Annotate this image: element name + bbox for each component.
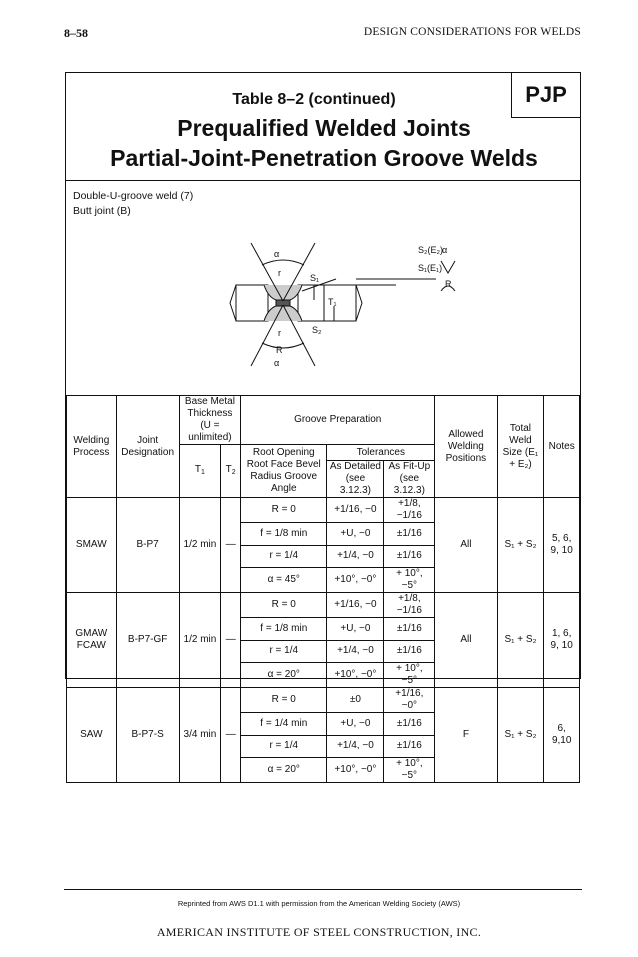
- process-cell: GMAW FCAW: [67, 593, 117, 688]
- t2-cell: —: [221, 593, 241, 688]
- t1-cell: 1/2 min: [179, 498, 221, 593]
- footer-rule: [64, 889, 582, 890]
- running-head: DESIGN CONSIDERATIONS FOR WELDS: [363, 26, 581, 38]
- dim-cell: α = 20°: [241, 758, 327, 783]
- header-base-metal: Base Metal Thickness (U = unlimited): [179, 396, 241, 445]
- detailed-cell: +U, −0: [327, 713, 384, 736]
- header-joint-designation: Joint Designation: [116, 396, 179, 498]
- header-tolerances: Tolerances: [327, 445, 435, 461]
- fitup-cell: ±1/16: [384, 618, 435, 641]
- header-t2: $T_2$: [221, 445, 241, 498]
- dim-cell: r = 1/4: [241, 735, 327, 758]
- detailed-cell: +1/16, −0: [327, 593, 384, 618]
- weld-size-cell: S₁ + S₂: [497, 688, 544, 783]
- detailed-cell: +1/4, −0: [327, 545, 384, 568]
- fitup-cell: +1/8, −1/16: [384, 593, 435, 618]
- header-as-fitup: As Fit-Up (see 3.12.3): [384, 461, 435, 498]
- s1e1-label: S₁(E₁): [418, 263, 443, 273]
- table-title-line2: Partial-Joint-Penetration Groove Welds: [110, 145, 538, 171]
- weld-size-cell: S₁ + S₂: [497, 498, 544, 593]
- page-number: 8–58: [64, 26, 88, 40]
- detailed-cell: +1/4, −0: [327, 735, 384, 758]
- t1-label: T₁: [328, 297, 337, 307]
- process-cell: SMAW: [67, 498, 117, 593]
- r-label-bottom: r: [278, 328, 281, 338]
- header-welding-process: Welding Process: [67, 396, 117, 498]
- title-rule: [66, 180, 580, 181]
- pjp-badge: PJP: [511, 72, 581, 118]
- designation-cell: B-P7-GF: [116, 593, 179, 688]
- notes-cell: 5, 6, 9, 10: [544, 498, 580, 593]
- table-title-line1: Prequalified Welded Joints: [177, 115, 471, 141]
- dim-cell: r = 1/4: [241, 640, 327, 663]
- positions-cell: All: [435, 498, 497, 593]
- dim-cell: r = 1/4: [241, 545, 327, 568]
- fitup-cell: +1/8, −1/16: [384, 498, 435, 523]
- fitup-cell: + 10°, −5°: [384, 663, 435, 688]
- detailed-cell: +10°, −0°: [327, 663, 384, 688]
- t2-cell: —: [221, 498, 241, 593]
- header-root-opening: Root Opening Root Face Bevel Radius Groove Angle: [241, 445, 327, 498]
- bottom-alpha-arc: [262, 343, 304, 348]
- header-as-detailed: As Detailed (see 3.12.3): [327, 461, 384, 498]
- top-u-groove: [264, 285, 302, 300]
- table-row: [67, 498, 580, 523]
- left-plate: [236, 285, 268, 321]
- alpha-label-top: α: [274, 249, 280, 259]
- fitup-cell: + 10°, −5°: [384, 568, 435, 593]
- joint-description: [73, 189, 193, 219]
- designation-cell: B-P7: [116, 498, 179, 593]
- arrow-side-symbol: [441, 261, 455, 273]
- designation-cell: B-P7-S: [116, 688, 179, 783]
- table-number: Table 8–2 (continued): [232, 91, 396, 108]
- header-groove-preparation: Groove Preparation: [241, 396, 435, 445]
- notes-cell: 6, 9,10: [544, 688, 580, 783]
- fitup-cell: ±1/16: [384, 523, 435, 546]
- dim-cell: α = 20°: [241, 663, 327, 688]
- joint-table: [66, 395, 580, 783]
- dim-cell: f = 1/8 min: [241, 618, 327, 641]
- dim-cell: R = 0: [241, 593, 327, 618]
- t1-cell: 1/2 min: [179, 593, 221, 688]
- header-t1: $T_1$: [179, 445, 221, 498]
- dim-cell: f = 1/8 min: [241, 523, 327, 546]
- fitup-cell: ±1/16: [384, 735, 435, 758]
- reprint-note: Reprinted from AWS D1.1 with permission from the American Welding Society (AWS): [177, 899, 461, 908]
- right-plate: [298, 285, 356, 321]
- table-row: [67, 688, 580, 713]
- table-frame: [65, 72, 581, 781]
- detailed-cell: ±0: [327, 688, 384, 713]
- dim-cell: f = 1/4 min: [241, 713, 327, 736]
- r-label-top: r: [278, 268, 281, 278]
- joint-diagram: [216, 221, 476, 391]
- r-symbol-label: R: [445, 279, 452, 289]
- s2-label: S₂: [312, 325, 322, 335]
- title-block: [66, 91, 582, 173]
- header-allowed-positions: Allowed Welding Positions: [435, 396, 497, 498]
- s1-label: S₁: [310, 273, 320, 283]
- alpha-label-bottom: α: [274, 358, 280, 368]
- fitup-cell: ±1/16: [384, 640, 435, 663]
- detailed-cell: +1/16, −0: [327, 498, 384, 523]
- process-cell: SAW: [67, 688, 117, 783]
- alpha-symbol-label: α: [442, 245, 448, 255]
- publisher-line: AMERICAN INSTITUTE OF STEEL CONSTRUCTION, INC.: [156, 925, 482, 939]
- fitup-cell: + 10°, −5°: [384, 758, 435, 783]
- fitup-cell: ±1/16: [384, 545, 435, 568]
- bottom-u-groove: [264, 306, 302, 321]
- t1-cell: 3/4 min: [179, 688, 221, 783]
- detailed-cell: +U, −0: [327, 618, 384, 641]
- weld-size-cell: S₁ + S₂: [497, 593, 544, 688]
- positions-cell: All: [435, 593, 497, 688]
- root-opening-label: R: [276, 345, 283, 355]
- table-row: [67, 593, 580, 618]
- header-total-weld-size: Total Weld Size (E₁ + E₂): [497, 396, 544, 498]
- top-alpha-arc: [262, 260, 304, 265]
- positions-cell: F: [435, 688, 497, 783]
- detailed-cell: +U, −0: [327, 523, 384, 546]
- right-plate-break: [356, 285, 362, 321]
- header-notes: Notes: [544, 396, 580, 498]
- joint-type: Butt joint (B): [73, 205, 131, 217]
- joint-name: Double-U-groove weld (7): [73, 190, 194, 202]
- fitup-cell: +1/16, −0°: [384, 688, 435, 713]
- left-plate-break: [230, 285, 236, 321]
- detailed-cell: +1/4, −0: [327, 640, 384, 663]
- t2-cell: —: [221, 688, 241, 783]
- detailed-cell: +10°, −0°: [327, 758, 384, 783]
- notes-cell: 1, 6, 9, 10: [544, 593, 580, 688]
- dim-cell: R = 0: [241, 688, 327, 713]
- dim-cell: R = 0: [241, 498, 327, 523]
- dim-cell: α = 45°: [241, 568, 327, 593]
- detailed-cell: +10°, −0°: [327, 568, 384, 593]
- fitup-cell: ±1/16: [384, 713, 435, 736]
- s2e2-label: S₂(E₂): [418, 245, 443, 255]
